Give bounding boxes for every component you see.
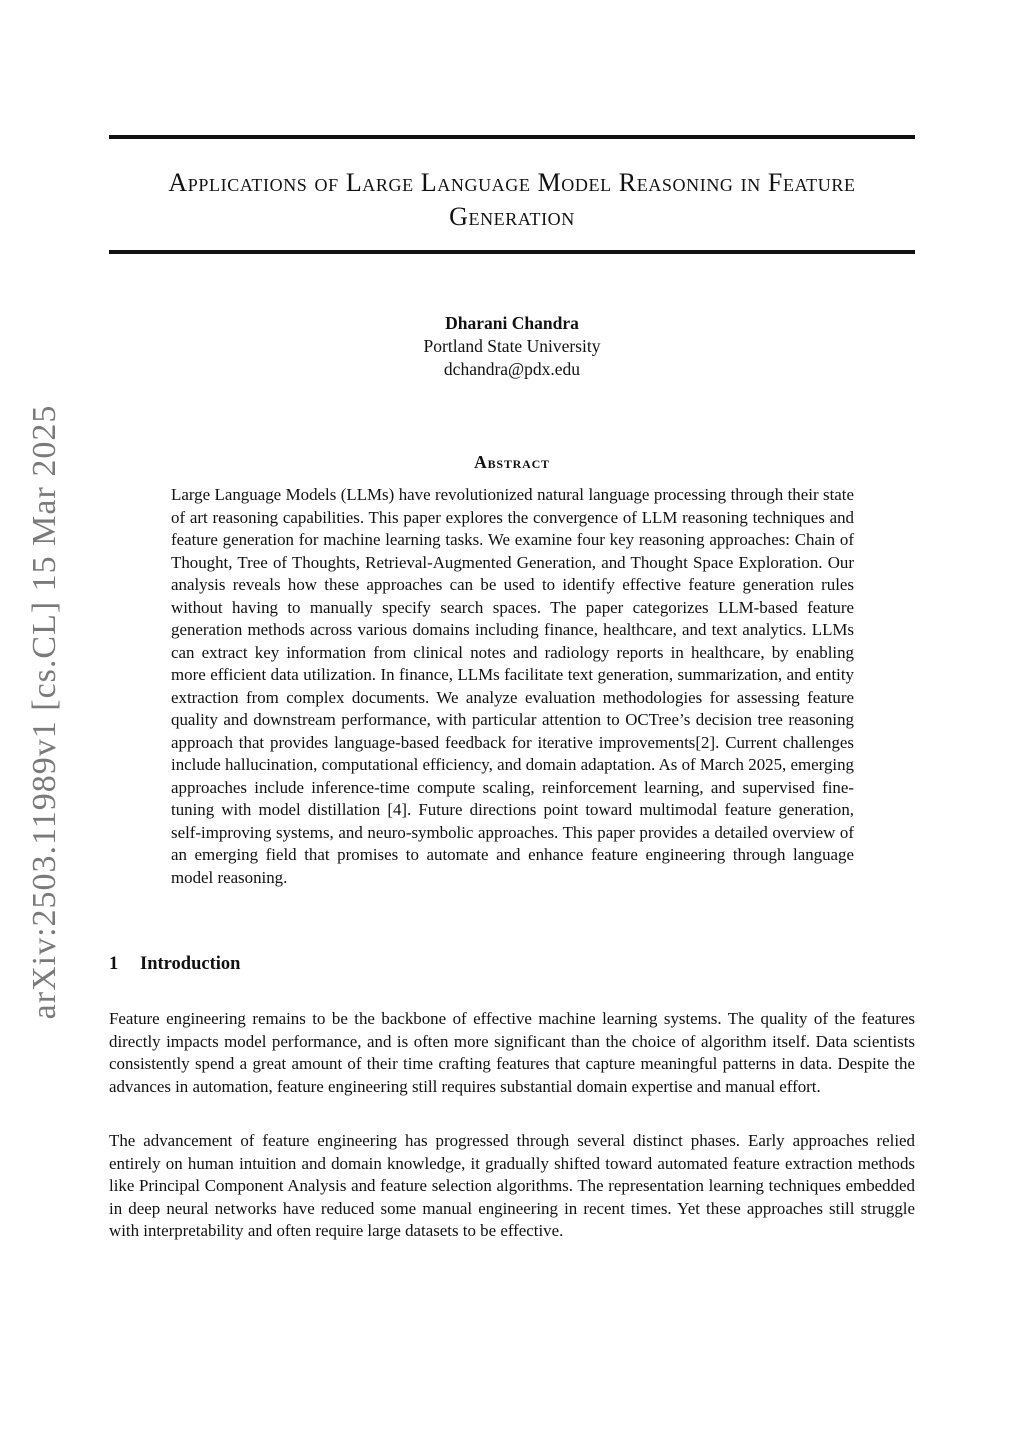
arxiv-identifier-stamp: arXiv:2503.11989v1 [cs.CL] 15 Mar 2025	[26, 404, 63, 1020]
paper-title: Applications of Large Language Model Reasoning in Feature Generation	[168, 168, 856, 231]
intro-paragraph-2: The advancement of feature engineering has progressed through several distinct phases. Early approaches relied entirely on human intuition and domain knowledge, it gradually shifted toward automated feature extraction methods like Principal Component Analysis and feature selection algorithms. The representation learning techniques embedded in deep neural networks have reduced some manual engineering in recent times. Yet these approaches still struggle with interpretability and often require large datasets to be effective.	[109, 1131, 915, 1240]
author-affiliation: Portland State University	[423, 336, 601, 356]
title-top-rule	[109, 135, 915, 139]
abstract-text: Large Language Models (LLMs) have revolutionized natural language processing through their state of art reasoning capabilities. This paper explores the convergence of LLM reasoning techniques and feature generation for machine learning tasks. We examine four key reasoning approaches: Chain of Thought, Tree of Thoughts, Retrieval-Augmented Generation, and Thought Space Exploration. Our analysis reveals how these approaches can be used to identify effective feature generation rules without having to manually specify search spaces. The paper categorizes LLM-based feature generation methods across various domains including finance, healthcare, and text analytics. LLMs can extract key information from clinical notes and radiology reports in healthcare, by enabling more efficient data utilization. In finance, LLMs facilitate text generation, summarization, and entity extraction from complex documents. We analyze evaluation methodologies for assessing feature quality and downstream performance, with particular attention to OCTree’s decision tree reasoning approach that provides language-based feedback for iterative improvements[2]. Current challenges include hallucination, computational efficiency, and domain adaptation. As of March 2025, emerging approaches include inference-time compute scaling, reinforcement learning, and supervised fine-tuning with model distillation [4]. Future directions point toward multimodal feature generation, self-improving systems, and neuro-symbolic approaches. This paper provides a detailed overview of an emerging field that promises to automate and enhance feature engineering through language model reasoning.	[171, 485, 854, 887]
section-heading-introduction	[109, 954, 240, 975]
intro-paragraph-1: Feature engineering remains to be the backbone of effective machine learning systems. The quality of the features directly impacts model performance, and is often more significant than the choice of algorithm itself. Data scientists consistently spend a great amount of their time crafting features that capture meaningful patterns in data. Despite the advances in automation, feature engineering still requires substantial domain expertise and manual effort.	[109, 1009, 915, 1096]
author-email: dchandra@pdx.edu	[443, 359, 581, 379]
section-title: Introduction	[140, 954, 241, 974]
abstract-heading: Abstract	[474, 452, 550, 472]
title-bottom-rule	[109, 250, 915, 254]
author-name: Dharani Chandra	[445, 313, 579, 333]
section-number: 1	[109, 954, 119, 974]
author-block	[0, 312, 1024, 381]
